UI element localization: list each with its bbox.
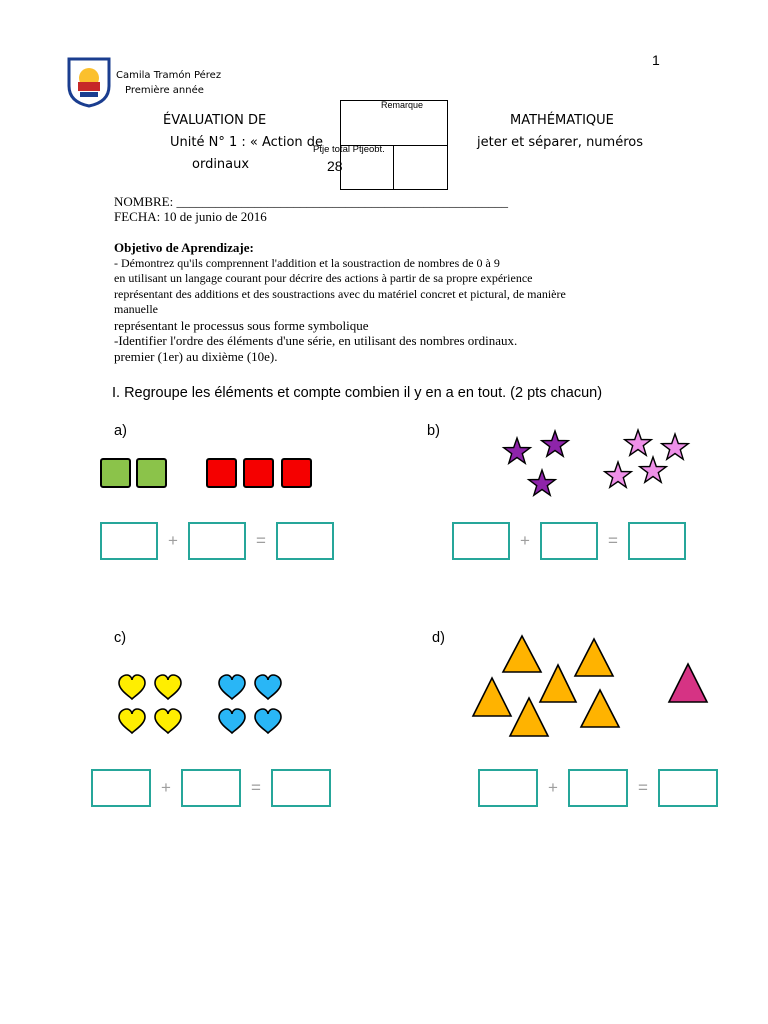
equals-sign: = xyxy=(638,778,648,797)
red-square xyxy=(282,459,311,487)
equals-sign: = xyxy=(251,778,261,797)
objective-line: représentant des additions et des soustractions avec du matériel concret et pictural, de manière manuelle xyxy=(114,286,566,316)
score-label: Ptje total Ptjeobt. xyxy=(313,144,385,155)
plus-sign: + xyxy=(168,531,178,550)
pink-star-icon xyxy=(640,457,667,482)
title-line1-right: MATHÉMATIQUE xyxy=(510,113,614,128)
exercise-d-equation xyxy=(478,769,718,807)
answer-box[interactable] xyxy=(540,522,598,560)
blue-heart-icon xyxy=(255,709,281,733)
green-square xyxy=(137,459,166,487)
answer-box[interactable] xyxy=(628,522,686,560)
objective-line: représentant le processus sous forme symbolique xyxy=(114,317,369,333)
red-square xyxy=(244,459,273,487)
exercise-d-triangles xyxy=(468,630,718,740)
objective-line: - Démontrez qu'ils comprennent l'addition et la soustraction de nombres de 0 à 9 xyxy=(114,255,500,270)
page-number: 1 xyxy=(652,52,660,68)
exercise-b-stars xyxy=(495,425,695,505)
grade-level: Première année xyxy=(125,85,204,96)
exercise-a-squares xyxy=(98,456,318,490)
name-field[interactable]: NOMBRE: ___________________________________________________ xyxy=(114,194,508,209)
plus-sign: + xyxy=(520,531,530,550)
objective-heading: Objetivo de Aprendizaje: xyxy=(114,240,254,255)
objective-line: en utilisant un langage courant pour décrire des actions à partir de sa propre expérience xyxy=(114,271,533,285)
question-text: I. Regroupe les éléments et compte combien il y en a en tout. (2 pts chacun) xyxy=(112,385,603,401)
title-line2-right: jeter et séparer, numéros xyxy=(477,135,643,150)
date-label: FECHA: 10 de junio de 2016 xyxy=(114,209,267,224)
orange-triangle-icon xyxy=(540,665,576,702)
orange-triangle-icon xyxy=(581,690,619,727)
orange-triangle-icon xyxy=(510,698,548,736)
title-line2-left: Unité N° 1 : « Action de xyxy=(170,135,324,150)
orange-triangle-icon xyxy=(503,636,541,672)
exercise-b-label: b) xyxy=(427,423,440,439)
purple-star-icon xyxy=(529,470,556,495)
answer-box[interactable] xyxy=(100,522,158,560)
equals-sign: = xyxy=(608,531,618,550)
purple-star-icon xyxy=(504,438,531,463)
exercise-a-label: a) xyxy=(114,423,127,439)
orange-triangle-icon xyxy=(473,678,511,716)
answer-box[interactable] xyxy=(276,522,334,560)
green-square xyxy=(101,459,130,487)
teacher-info xyxy=(116,68,221,98)
objective-line: premier (1er) au dixième (10e). xyxy=(114,348,278,364)
exercise-c-hearts xyxy=(112,668,292,744)
learning-objective xyxy=(114,240,584,364)
answer-box[interactable] xyxy=(181,769,241,807)
answer-box[interactable] xyxy=(91,769,151,807)
exercise-c-equation xyxy=(91,769,331,807)
title-line3: ordinaux xyxy=(192,157,250,172)
exercise-c-label: c) xyxy=(114,630,127,646)
purple-star-icon xyxy=(542,431,569,456)
pink-star-icon xyxy=(662,434,689,459)
pink-star-icon xyxy=(605,462,632,487)
answer-box[interactable] xyxy=(452,522,510,560)
orange-triangle-icon xyxy=(575,639,613,676)
school-crest-icon xyxy=(66,56,112,108)
yellow-heart-icon xyxy=(155,709,181,733)
answer-box[interactable] xyxy=(478,769,538,807)
yellow-heart-icon xyxy=(119,675,145,699)
blue-heart-icon xyxy=(219,709,245,733)
total-points: 28 xyxy=(327,158,343,174)
blue-heart-icon xyxy=(219,675,245,699)
pink-triangle-icon xyxy=(669,664,707,702)
answer-box[interactable] xyxy=(188,522,246,560)
equals-sign: = xyxy=(256,531,266,550)
exercise-a-equation xyxy=(100,522,334,560)
teacher-name: Camila Tramón Pérez xyxy=(116,70,222,81)
exercise-b-equation xyxy=(452,522,686,560)
answer-box[interactable] xyxy=(568,769,628,807)
yellow-heart-icon xyxy=(155,675,181,699)
remark-label: Remarque xyxy=(381,100,424,110)
title-line1-left: ÉVALUATION DE xyxy=(163,113,267,128)
plus-sign: + xyxy=(548,778,558,797)
plus-sign: + xyxy=(161,778,171,797)
yellow-heart-icon xyxy=(119,709,145,733)
answer-box[interactable] xyxy=(271,769,331,807)
red-square xyxy=(207,459,236,487)
answer-box[interactable] xyxy=(658,769,718,807)
objective-line: -Identifier l'ordre des éléments d'une série, en utilisant des nombres ordinaux. xyxy=(114,333,518,348)
exercise-d-label: d) xyxy=(432,630,445,646)
pink-star-icon xyxy=(625,430,652,455)
blue-heart-icon xyxy=(255,675,281,699)
